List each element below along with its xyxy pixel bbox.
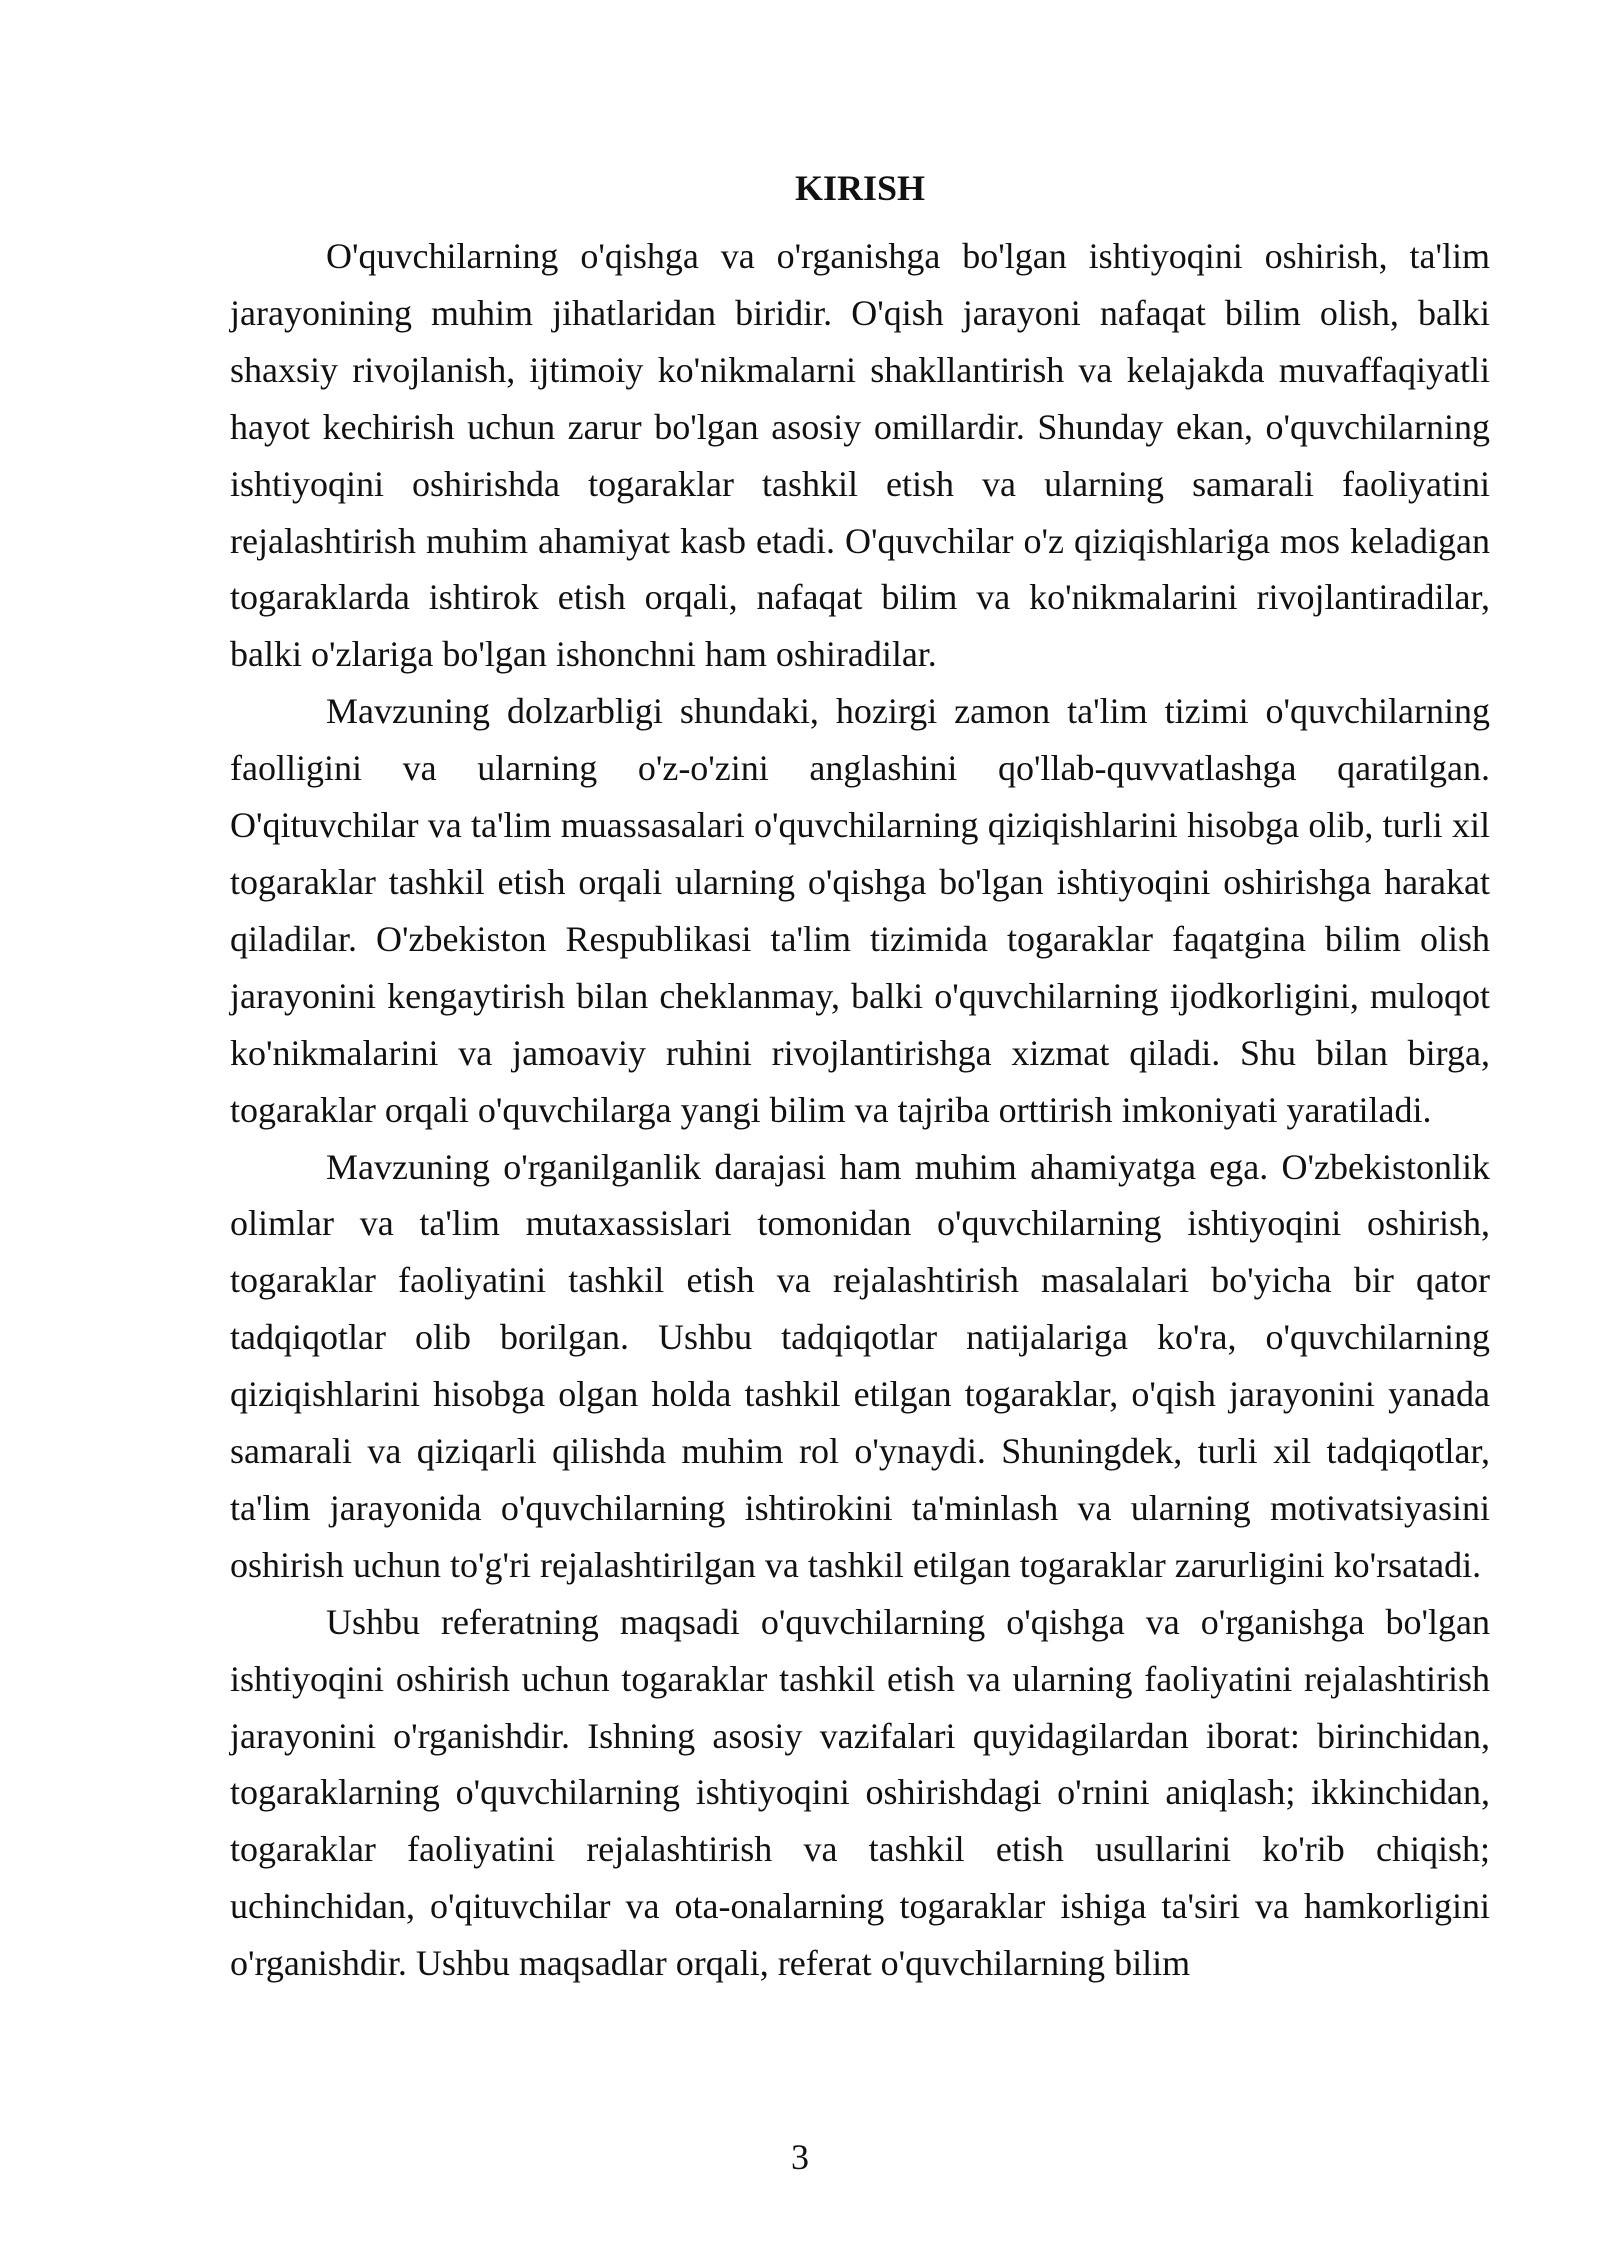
document-body xyxy=(230,160,1490,1992)
paragraph-intro: O'quvchilarning o'qishga va o'rganishga bo'lgan ishtiyoqini oshirish, ta'lim jarayonining muhim jihatlaridan biridir. O'qish jarayoni nafaqat bilim olish, balki shaxsiy rivojlanish, ijtimoiy ko'nikmalarni shakllantirish va kelajakda muvaffaqiyatli hayot kechirish uchun zarur bo'lgan asosiy omillardir. Shunday ekan, o'quvchilarning ishtiyoqini oshirishda togaraklar tashkil etish va ularning samarali faoliyatini rejalashtirish muhim ahamiyat kasb etadi. O'quvchilar o'z qiziqishlariga mos keladigan togaraklarda ishtirok etish orqali, nafaqat bilim va ko'nikmalarini rivojlantiradilar, balki o'zlariga bo'lgan ishonchni ham oshiradilar. xyxy=(230,236,1490,675)
page-number: 3 xyxy=(791,2137,809,2177)
paragraph-study-degree: Mavzuning o'rganilganlik darajasi ham muhim ahamiyatga ega. O'zbekistonlik olimlar va ta'lim mutaxassislari tomonidan o'quvchilarning ishtiyoqini oshirish, togaraklar faoliyatini tashkil etish va rejalashtirish masalalari bo'yicha bir qator tadqiqotlar olib borilgan. Ushbu tadqiqotlar natijalariga ko'ra, o'quvchilarning qiziqishlarini hisobga olgan holda tashkil etilgan togaraklar, o'qish jarayonini yanada samarali va qiziqarli qilishda muhim rol o'ynaydi. Shuningdek, turli xil tadqiqotlar, ta'lim jarayonida o'quvchilarning ishtirokini ta'minlash va ularning motivatsiyasini oshirish uchun to'g'ri rejalashtirilgan va tashkil etilgan togaraklar zarurligini ko'rsatadi. xyxy=(230,1146,1490,1585)
page-title: KIRISH xyxy=(794,168,926,208)
paragraph-aims: Ushbu referatning maqsadi o'quvchilarning o'qishga va o'rganishga bo'lgan ishtiyoqini oshirish uchun togaraklar tashkil etish va ularning faoliyatini rejalashtirish jarayonini o'rganishdir. Ishning asosiy vazifalari quyidagilardan iborat: birinchidan, togaraklarning o'quvchilarning ishtiyoqini oshirishdagi o'rnini aniqlash; ikkinchidan, togaraklar faoliyatini rejalashtirish va tashkil etish usullarini ko'rib chiqish; uchinchidan, o'qituvchilar va ota-onalarning togaraklar ishiga ta'siri va hamkorligini o'rganishdir. Ushbu maqsadlar orqali, referat o'quvchilarning bilim xyxy=(230,1601,1490,1984)
paragraph-relevance: Mavzuning dolzarbligi shundaki, hozirgi zamon ta'lim tizimi o'quvchilarning faolligini va ularning o'z-o'zini anglashini qo'llab-quvvatlashga qaratilgan. O'qituvchilar va ta'lim muassasalari o'quvchilarning qiziqishlarini hisobga olib, turli xil togaraklar tashkil etish orqali ularning o'qishga bo'lgan ishtiyoqini oshirishga harakat qiladilar. O'zbekiston Respublikasi ta'lim tizimida togaraklar faqatgina bilim olish jarayonini kengaytirish bilan cheklanmay, balki o'quvchilarning ijodkorligini, muloqot ko'nikmalarini va jamoaviy ruhini rivojlantirishga xizmat qiladi. Shu bilan birga, togaraklar orqali o'quvchilarga yangi bilim va tajriba orttirish imkoniyati yaratiladi. xyxy=(230,691,1490,1130)
